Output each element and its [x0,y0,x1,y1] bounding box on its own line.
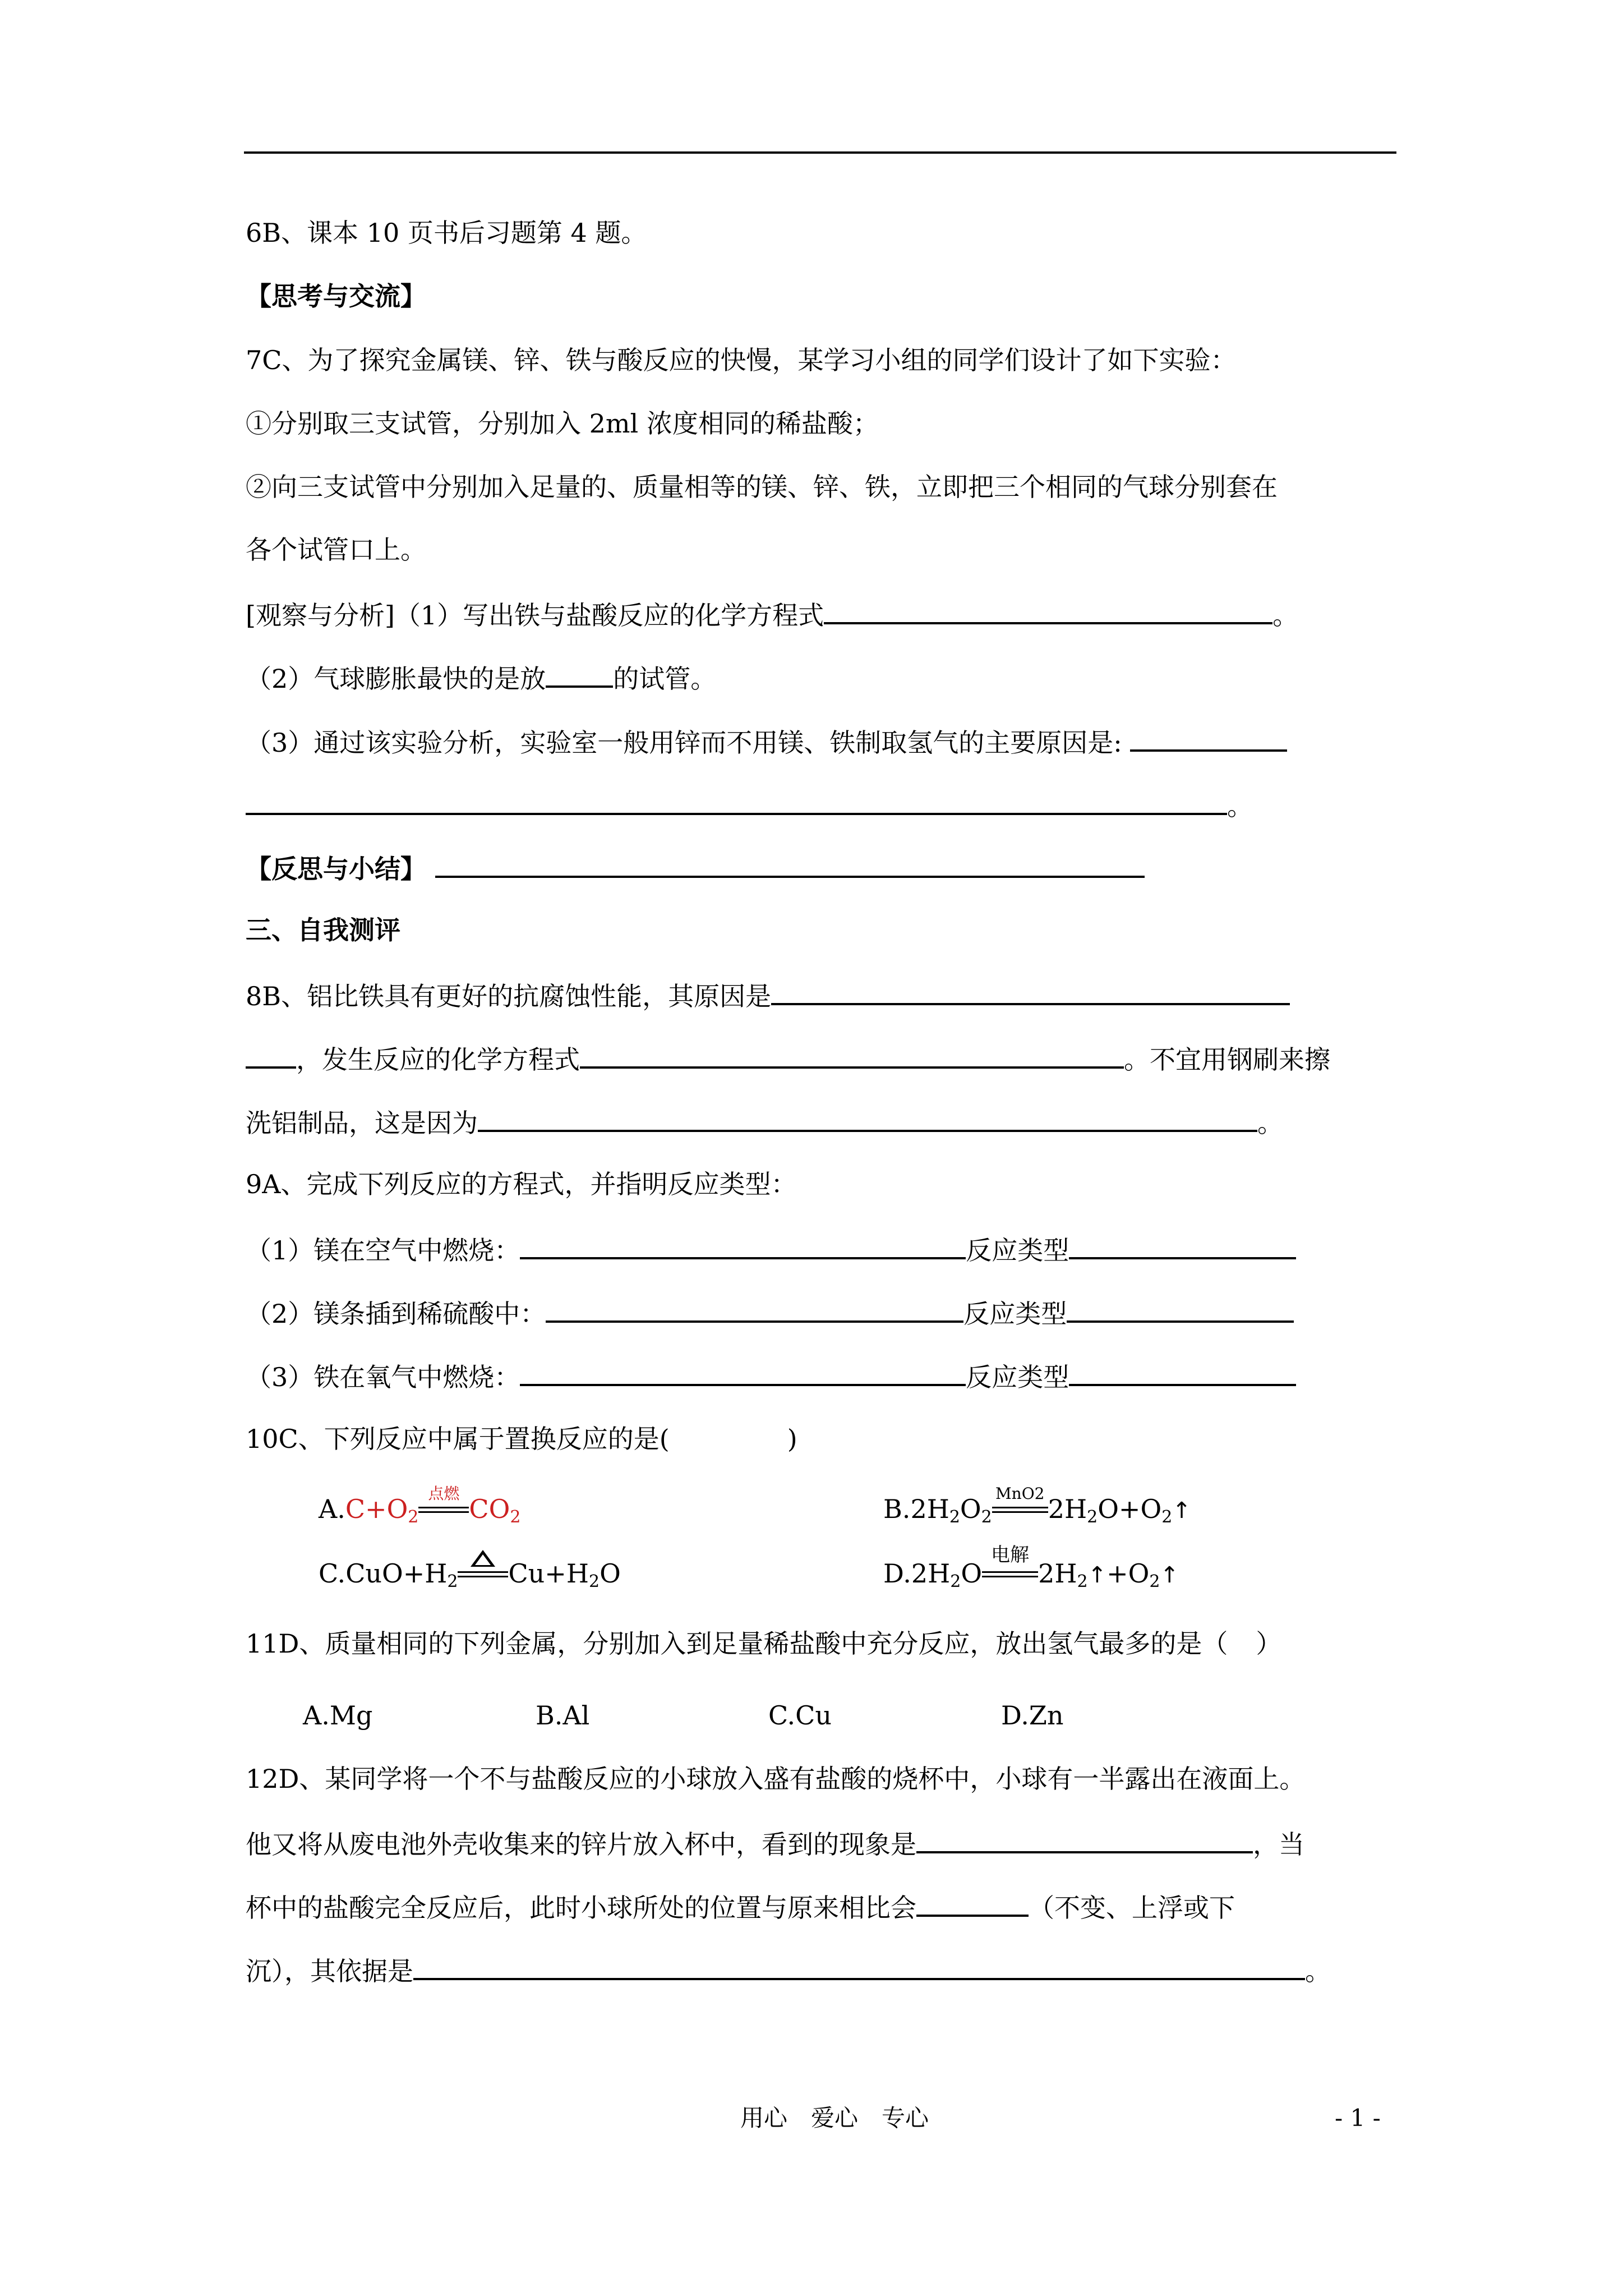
answer-blank[interactable] [1069,1231,1296,1259]
question-7-step1: ①分别取三支试管，分别加入 2ml 浓度相同的稀盐酸； [246,408,879,439]
footer-motto: 用心 爱心 专心 [740,2104,929,2132]
question-7-sub3: （3）通过该实验分析，实验室一般用锌而不用镁、铁制取氢气的主要原因是: [246,724,1287,760]
question-7-sub2: （2）气球膨胀最快的是放 的试管。 [246,660,716,696]
question-7-sub1: [观察与分析]（1）写出铁与盐酸反应的化学方程式 。 [246,596,1298,632]
answer-blank[interactable] [435,850,1145,878]
question-11-option-a: A.Mg [303,1700,373,1731]
question-9-item3: （3）铁在氧气中燃烧： 反应类型 [246,1358,1296,1394]
answer-blank[interactable] [413,1952,1305,1980]
section-self-test-heading: 三、自我测评 [246,915,400,945]
question-6: 6B、课本 10 页书后习题第 4 题。 [246,218,647,248]
answer-blank[interactable] [916,1825,1253,1853]
page-number: - 1 - [1335,2104,1381,2132]
answer-blank[interactable] [520,1231,966,1259]
question-8-line1: 8B、铝比铁具有更好的抗腐蚀性能，其原因是 [246,977,1290,1013]
question-10-option-d: $D.2H_2O$ 电解 $2H_2↑+O_2↑$ [883,1544,1179,1591]
answer-blank[interactable] [1069,1358,1296,1386]
answer-blank[interactable] [546,1295,963,1323]
section-think-heading: 【思考与交流】 [246,281,426,311]
question-12-line4: 沉），其依据是 。 [246,1952,1331,1988]
question-9-item2: （2）镁条插到稀硫酸中： 反应类型 [246,1295,1294,1331]
question-8-line3: 洗铝制品，这是因为 。 [246,1104,1283,1140]
answer-blank[interactable] [580,1041,1124,1069]
answer-blank[interactable] [546,660,613,688]
answer-blank[interactable] [246,787,1227,815]
question-7-sub3-cont: 。 [246,787,1253,823]
answer-blank[interactable] [916,1889,1029,1917]
answer-blank[interactable] [478,1104,1257,1132]
answer-blank[interactable] [824,596,1272,624]
question-11-option-c: C.Cu [768,1700,832,1731]
question-8-line2: ，发生反应的化学方程式 。不宜用钢刷来擦 [246,1041,1330,1076]
answer-blank[interactable] [246,1041,296,1069]
question-9-item1: （1）镁在空气中燃烧： 反应类型 [246,1231,1296,1267]
question-12-line2: 他又将从废电池外壳收集来的锌片放入杯中，看到的现象是 ，当 [246,1825,1304,1861]
question-11-option-d: D.Zn [1001,1700,1064,1731]
answer-blank[interactable] [1067,1295,1294,1323]
answer-blank[interactable] [1130,724,1287,752]
header-rule [244,151,1396,154]
question-10-option-a: $A.C+O_2$ 点燃 $CO_2$ [319,1484,521,1527]
question-10-option-b: $B.2H_2O_2$ MnO2 $2H_2O+O_2↑$ [883,1484,1191,1527]
answer-blank[interactable] [520,1358,966,1386]
question-10-stem: 10C、下列反应中属于置换反应的是( ) [246,1424,797,1454]
answer-blank[interactable] [771,977,1290,1005]
question-10-option-c: $C.CuO+H_2$ $Cu+H_2O$ [319,1557,621,1590]
question-7-step2-cont: 各个试管口上。 [246,535,426,565]
question-11-option-b: B.Al [536,1700,590,1731]
question-11-stem: 11D、质量相同的下列金属，分别加入到足量稀盐酸中充分反应，放出氢气最多的是（ ） [246,1628,1282,1659]
question-12-line1: 12D、某同学将一个不与盐酸反应的小球放入盛有盐酸的烧杯中，小球有一半露出在液面上。 [246,1764,1306,1794]
question-12-line3: 杯中的盐酸完全反应后，此时小球所处的位置与原来相比会 （不变、上浮或下 [246,1889,1235,1925]
question-7-intro: 7C、为了探究金属镁、锌、铁与酸反应的快慢，某学习小组的同学们设计了如下实验： [246,345,1237,375]
section-reflect-heading: 【反思与小结】 [246,850,1145,886]
question-7-step2: ②向三支试管中分别加入足量的、质量相等的镁、锌、铁，立即把三个相同的气球分别套在 [246,472,1278,502]
question-9-intro: 9A、完成下列反应的方程式，并指明反应类型： [246,1169,797,1199]
